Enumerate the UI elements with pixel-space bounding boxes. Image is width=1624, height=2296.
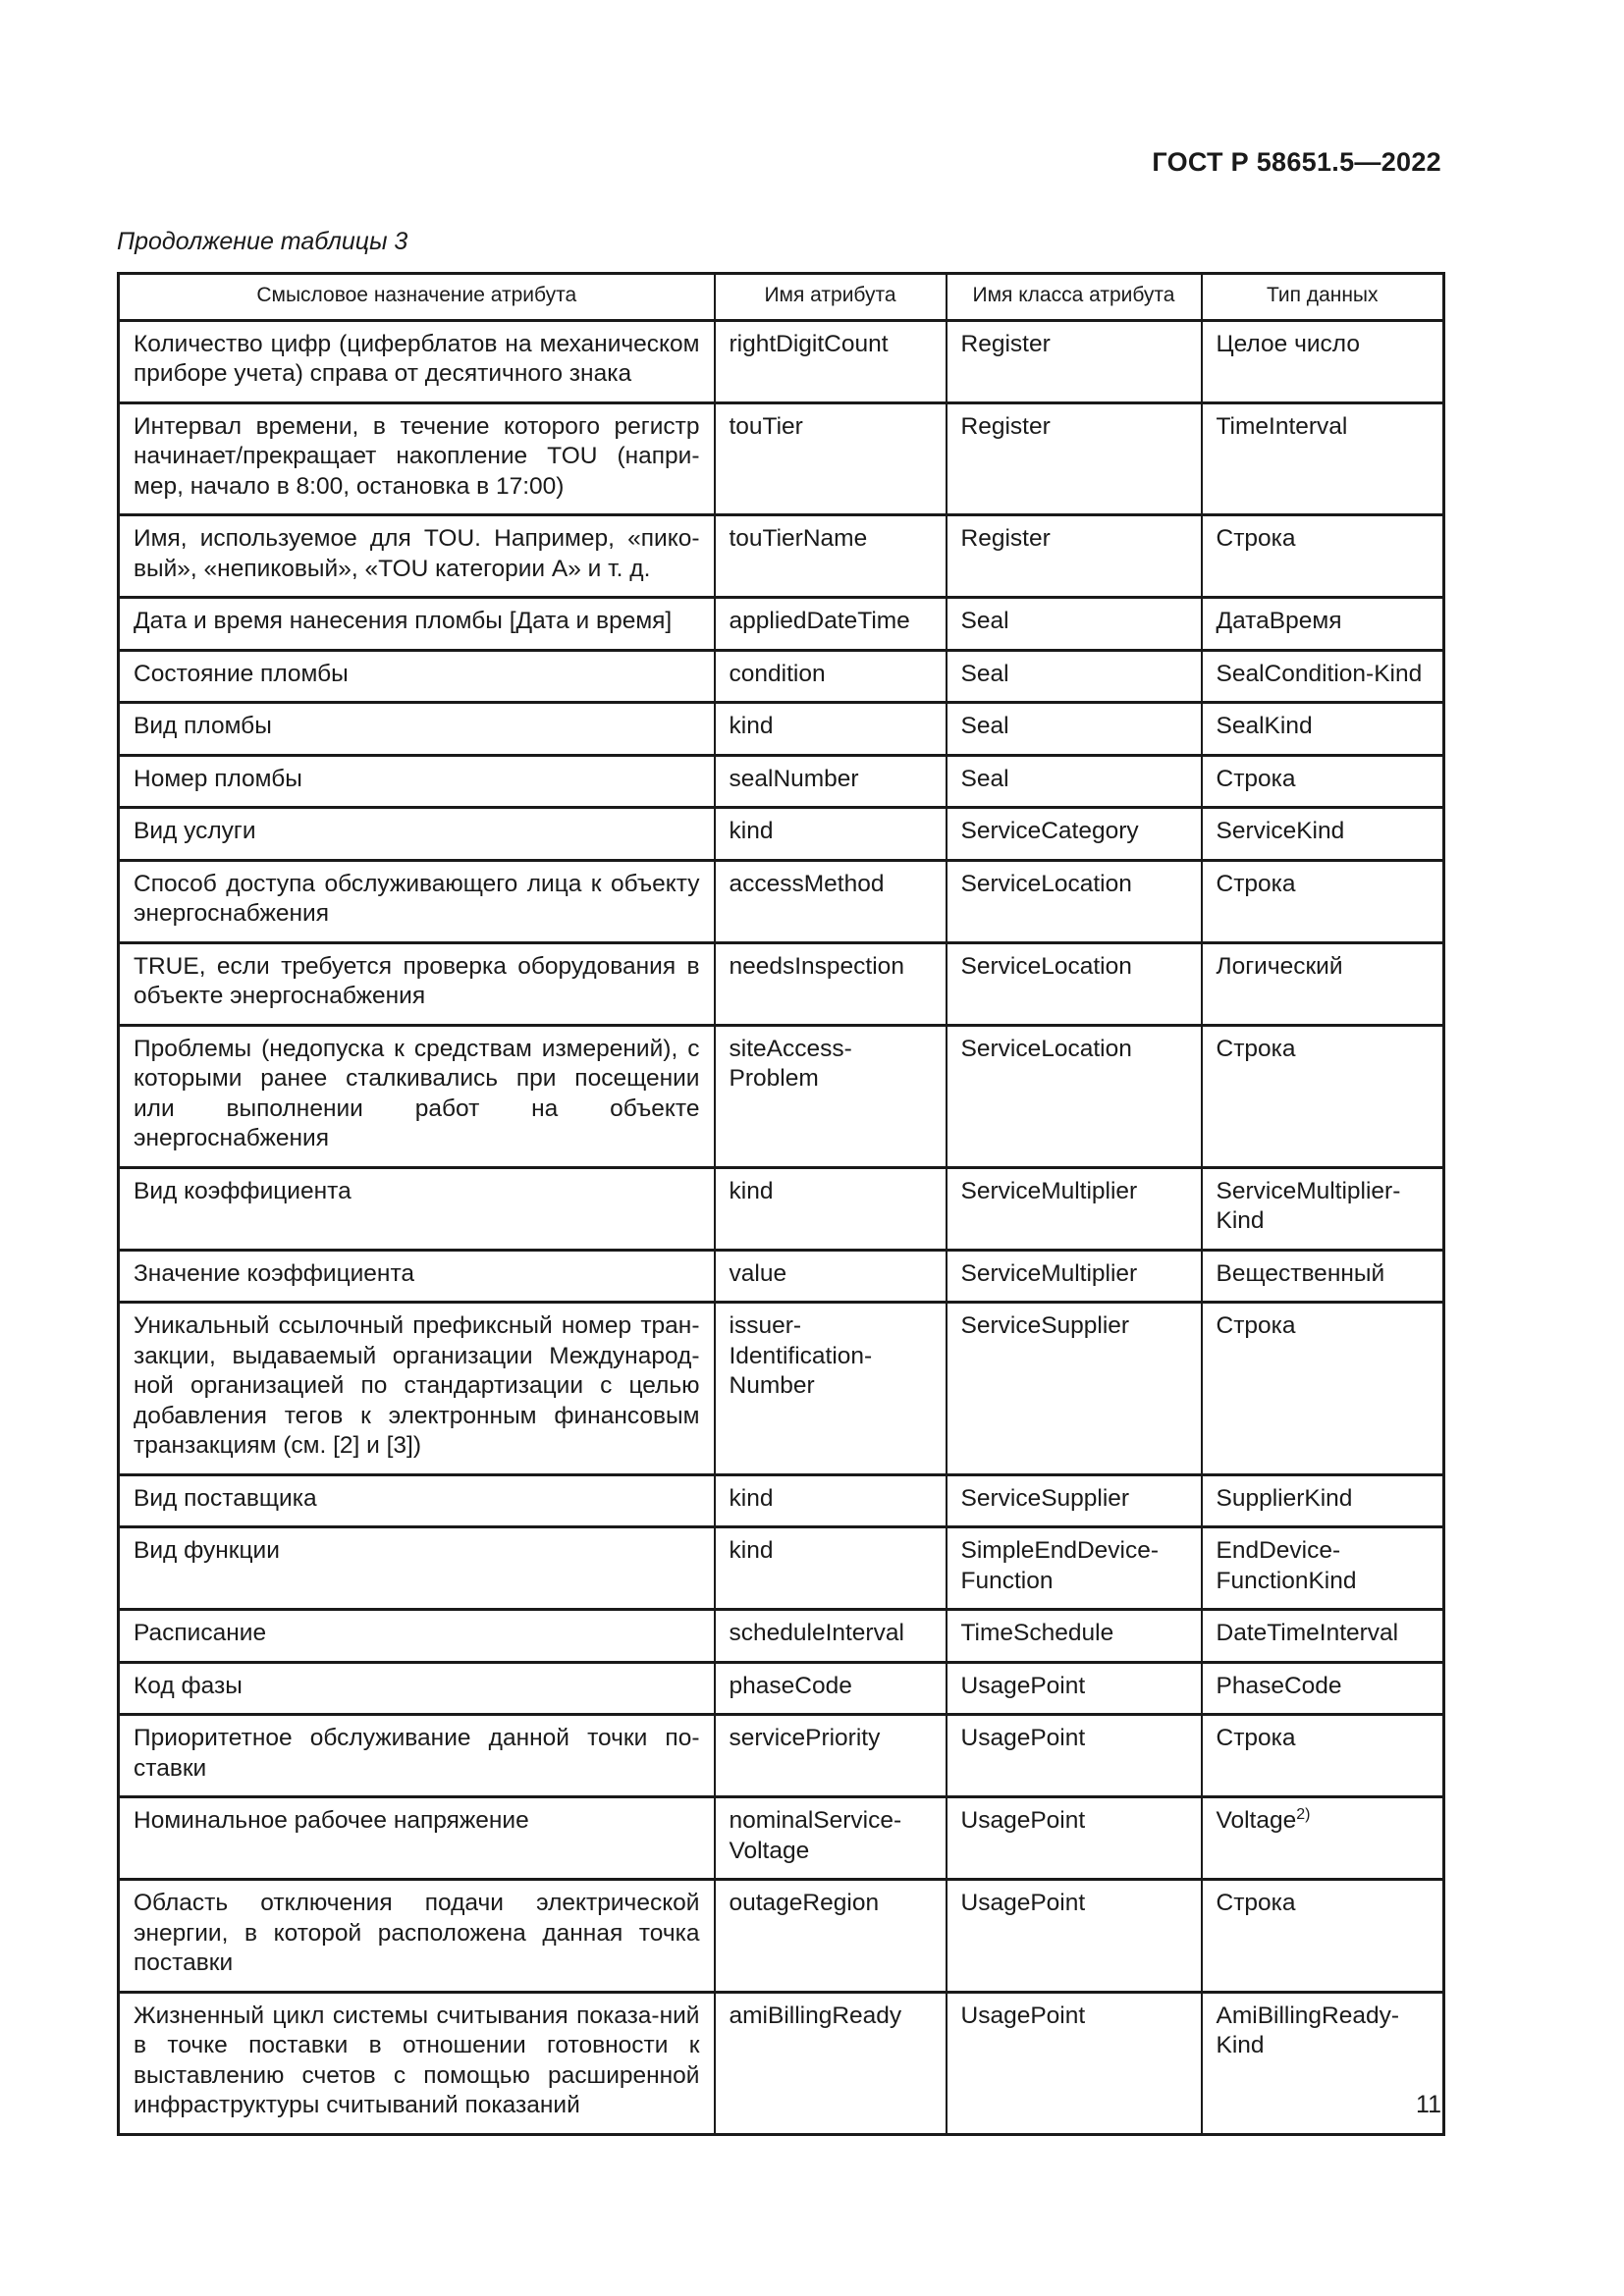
cell-class-name-text: ServiceCategory — [960, 818, 1139, 844]
cell-class-name — [947, 1610, 1202, 1663]
cell-data-type-text: DateTimeInterval — [1216, 1620, 1399, 1646]
cell-attribute-name — [715, 1250, 947, 1303]
table-row — [119, 860, 1444, 942]
cell-data-type — [1202, 1662, 1444, 1715]
cell-meaning — [119, 755, 715, 808]
cell-data-type — [1202, 1527, 1444, 1610]
cell-data-type — [1202, 703, 1444, 756]
cell-meaning-text: Расписание — [134, 1620, 267, 1646]
cell-meaning — [119, 1662, 715, 1715]
cell-class-name — [947, 1527, 1202, 1610]
cell-data-type — [1202, 755, 1444, 808]
cell-data-type-text: Вещественный — [1216, 1259, 1385, 1287]
cell-class-name-text: ServiceSupplier — [960, 1312, 1130, 1339]
cell-meaning-text: Вид услуги — [134, 818, 256, 844]
column-header-class-name: Имя класса атрибута — [947, 274, 1202, 321]
cell-meaning-text: Способ доступа обслуживающего лица к объекту энергоснабжения — [134, 870, 700, 927]
cell-class-name — [947, 703, 1202, 756]
cell-attribute-name-text: touTier — [729, 412, 803, 440]
cell-class-name-text: SimpleEndDevice-Function — [960, 1537, 1160, 1594]
cell-meaning-text: Код фазы — [134, 1672, 243, 1699]
cell-data-type — [1202, 1474, 1444, 1527]
column-header-attribute-name: Имя атрибута — [715, 274, 947, 321]
cell-meaning-text: Жизненный цикл системы считывания показа-ний в точке поставки в отношении готовности к выставлению счетов с помощью расширенной инфраструктуры считываний показаний — [134, 2002, 700, 2118]
cell-class-name — [947, 1992, 1202, 2134]
table-row — [119, 1715, 1444, 1797]
page-number: 11 — [1416, 2091, 1441, 2118]
cell-attribute-name-text: scheduleInterval — [729, 1620, 904, 1646]
cell-meaning — [119, 1880, 715, 1993]
cell-data-type — [1202, 1992, 1444, 2134]
cell-meaning — [119, 1527, 715, 1610]
cell-attribute-name — [715, 320, 947, 402]
cell-attribute-name-text: siteAccess-Problem — [729, 1035, 852, 1092]
cell-attribute-name-text: value — [729, 1259, 787, 1287]
cell-class-name — [947, 1250, 1202, 1303]
cell-attribute-name — [715, 703, 947, 756]
table-row — [119, 808, 1444, 861]
cell-meaning — [119, 1250, 715, 1303]
cell-class-name-text: UsagePoint — [960, 1890, 1086, 1916]
cell-data-type — [1202, 942, 1444, 1025]
cell-data-type-text: Строка — [1216, 1035, 1296, 1062]
cell-data-type — [1202, 1715, 1444, 1797]
cell-meaning — [119, 1992, 715, 2134]
cell-class-name-text: ServiceSupplier — [960, 1484, 1130, 1512]
cell-class-name-text: Register — [960, 412, 1051, 440]
table-row — [119, 1474, 1444, 1527]
cell-data-type-text: Строка — [1216, 765, 1296, 792]
cell-data-type-text: EndDevice-FunctionKind — [1216, 1537, 1357, 1594]
cell-data-type-text: ДатаВремя — [1216, 608, 1342, 634]
cell-meaning-text: Дата и время нанесения пломбы [Дата и время] — [134, 608, 673, 634]
cell-data-type — [1202, 1880, 1444, 1993]
cell-class-name — [947, 1662, 1202, 1715]
cell-class-name — [947, 755, 1202, 808]
cell-meaning — [119, 942, 715, 1025]
cell-data-type-text: PhaseCode — [1216, 1672, 1342, 1699]
cell-attribute-name — [715, 1992, 947, 2134]
cell-meaning — [119, 515, 715, 598]
cell-meaning — [119, 1610, 715, 1663]
cell-data-type-text: TimeInterval — [1216, 412, 1348, 440]
attribute-table — [117, 272, 1445, 2136]
cell-class-name-text: Register — [960, 330, 1051, 357]
cell-class-name — [947, 515, 1202, 598]
cell-meaning — [119, 1025, 715, 1167]
cell-attribute-name — [715, 1797, 947, 1880]
table-body — [119, 320, 1444, 2134]
cell-meaning — [119, 1715, 715, 1797]
cell-meaning-text: Номинальное рабочее напряжение — [134, 1807, 529, 1834]
cell-data-type — [1202, 860, 1444, 942]
cell-data-type-text: Строка — [1216, 1890, 1296, 1916]
cell-attribute-name — [715, 1715, 947, 1797]
cell-data-type-text: Строка — [1216, 1312, 1296, 1339]
cell-meaning-text: Область отключения подачи электрической энергии, в которой расположена данная точка поставки — [134, 1890, 700, 1976]
column-header-meaning: Смысловое назначение атрибута — [119, 274, 715, 321]
cell-attribute-name — [715, 755, 947, 808]
cell-attribute-name-text: nominalService-Voltage — [729, 1807, 902, 1864]
cell-attribute-name — [715, 1880, 947, 1993]
cell-data-type — [1202, 808, 1444, 861]
cell-attribute-name-text: kind — [729, 1177, 774, 1204]
cell-meaning — [119, 598, 715, 651]
cell-meaning — [119, 1474, 715, 1527]
cell-meaning-text: Проблемы (недопуска к средствам измерений), с которыми ранее сталкивались при посещении или выполнении работ на объекте энергоснабжения — [134, 1035, 700, 1151]
cell-data-type — [1202, 515, 1444, 598]
cell-class-name — [947, 1474, 1202, 1527]
footnote-marker: 2) — [1296, 1805, 1311, 1823]
cell-class-name-text: Seal — [960, 713, 1009, 739]
cell-attribute-name — [715, 1167, 947, 1250]
cell-data-type-text: AmiBillingReady-Kind — [1216, 2002, 1400, 2058]
table-header-row — [119, 274, 1444, 321]
cell-data-type — [1202, 598, 1444, 651]
table-row — [119, 755, 1444, 808]
cell-data-type-text: SealCondition-Kind — [1216, 660, 1423, 687]
cell-meaning-text: Вид функции — [134, 1537, 280, 1564]
cell-class-name-text: TimeSchedule — [960, 1620, 1114, 1646]
cell-attribute-name — [715, 860, 947, 942]
cell-class-name-text: ServiceMultiplier — [960, 1177, 1138, 1204]
cell-data-type — [1202, 1797, 1444, 1880]
cell-data-type — [1202, 402, 1444, 515]
cell-class-name-text: ServiceLocation — [960, 870, 1132, 897]
table-row — [119, 942, 1444, 1025]
cell-meaning — [119, 402, 715, 515]
cell-attribute-name — [715, 1662, 947, 1715]
cell-meaning — [119, 703, 715, 756]
table-caption: Продолжение таблицы 3 — [117, 228, 408, 255]
cell-attribute-name — [715, 1025, 947, 1167]
column-header-data-type: Тип данных — [1202, 274, 1444, 321]
cell-attribute-name-text: kind — [729, 1537, 774, 1564]
cell-class-name — [947, 1303, 1202, 1475]
cell-attribute-name — [715, 598, 947, 651]
cell-attribute-name-text: kind — [729, 1484, 774, 1512]
cell-attribute-name — [715, 1474, 947, 1527]
cell-class-name — [947, 402, 1202, 515]
table-row — [119, 650, 1444, 703]
cell-meaning-text: TRUE, если требуется проверка оборудования в объекте энергоснабжения — [134, 952, 700, 1009]
cell-attribute-name-text: outageRegion — [729, 1890, 880, 1916]
cell-data-type — [1202, 1167, 1444, 1250]
cell-meaning-text: Приоритетное обслуживание данной точки по-ставки — [134, 1725, 700, 1782]
cell-data-type-text: Логический — [1216, 952, 1343, 980]
table-row — [119, 515, 1444, 598]
cell-attribute-name — [715, 808, 947, 861]
cell-data-type-text: ServiceMultiplier-Kind — [1216, 1177, 1401, 1234]
cell-meaning — [119, 1797, 715, 1880]
cell-attribute-name — [715, 515, 947, 598]
cell-attribute-name-text: sealNumber — [729, 765, 859, 792]
cell-class-name — [947, 650, 1202, 703]
cell-meaning — [119, 808, 715, 861]
cell-class-name — [947, 808, 1202, 861]
table-row — [119, 1662, 1444, 1715]
cell-attribute-name — [715, 402, 947, 515]
cell-class-name-text: ServiceMultiplier — [960, 1259, 1138, 1287]
table-row — [119, 1992, 1444, 2134]
cell-attribute-name — [715, 942, 947, 1025]
cell-meaning-text: Вид пломбы — [134, 713, 272, 739]
cell-class-name-text: Seal — [960, 608, 1009, 634]
cell-meaning-text: Количество цифр (циферблатов на механическом приборе учета) справа от десятичного знака — [134, 330, 700, 387]
cell-data-type — [1202, 1303, 1444, 1475]
cell-meaning-text: Вид поставщика — [134, 1484, 317, 1512]
cell-data-type-text: SupplierKind — [1216, 1484, 1353, 1512]
cell-class-name-text: UsagePoint — [960, 1725, 1086, 1751]
cell-class-name — [947, 1715, 1202, 1797]
table-row — [119, 1303, 1444, 1475]
cell-attribute-name-text: appliedDateTime — [729, 608, 910, 634]
cell-class-name — [947, 1880, 1202, 1993]
cell-meaning — [119, 320, 715, 402]
table-row — [119, 320, 1444, 402]
cell-attribute-name — [715, 1303, 947, 1475]
cell-meaning-text: Интервал времени, в течение которого регистр начинает/прекращает накопление TOU (напри-мер, начало в 8:00, остановка в 17:00) — [134, 412, 700, 500]
cell-attribute-name-text: accessMethod — [729, 870, 885, 897]
table-row — [119, 1610, 1444, 1663]
cell-meaning — [119, 650, 715, 703]
cell-meaning — [119, 1167, 715, 1250]
cell-class-name-text: UsagePoint — [960, 2002, 1086, 2029]
cell-data-type-text: Строка — [1216, 525, 1296, 552]
cell-data-type — [1202, 1250, 1444, 1303]
cell-attribute-name — [715, 1527, 947, 1610]
cell-attribute-name — [715, 650, 947, 703]
cell-class-name — [947, 942, 1202, 1025]
table-row — [119, 1025, 1444, 1167]
cell-attribute-name — [715, 1610, 947, 1663]
cell-class-name — [947, 1167, 1202, 1250]
cell-class-name — [947, 1025, 1202, 1167]
cell-attribute-name-text: condition — [729, 660, 826, 687]
cell-attribute-name-text: amiBillingReady — [729, 2002, 902, 2029]
cell-attribute-name-text: touTierName — [729, 525, 868, 552]
table-row — [119, 1167, 1444, 1250]
cell-class-name-text: UsagePoint — [960, 1672, 1086, 1699]
cell-meaning-text: Значение коэффициента — [134, 1259, 415, 1287]
table-row — [119, 1797, 1444, 1880]
cell-meaning-text: Состояние пломбы — [134, 660, 349, 687]
cell-class-name — [947, 598, 1202, 651]
cell-class-name — [947, 860, 1202, 942]
cell-meaning-text: Уникальный ссылочный префиксный номер тран-закции, выдаваемый организации Международ-ной организацией по стандартизации с целью добавления тегов к электронным финансовым транзакциям (см. [2] и [3]) — [134, 1312, 700, 1459]
cell-meaning-text: Вид коэффициента — [134, 1177, 352, 1204]
cell-attribute-name-text: rightDigitCount — [729, 330, 889, 357]
cell-class-name-text: Seal — [960, 765, 1009, 792]
cell-meaning-text: Имя, используемое для TOU. Например, «пико-вый», «непиковый», «TOU категории A» и т. д. — [134, 525, 700, 582]
cell-data-type-text: SealKind — [1216, 713, 1313, 739]
table-row — [119, 703, 1444, 756]
cell-data-type-text: Voltage — [1216, 1807, 1297, 1834]
cell-data-type — [1202, 1025, 1444, 1167]
cell-attribute-name-text: needsInspection — [729, 952, 904, 980]
cell-attribute-name-text: kind — [729, 818, 774, 844]
cell-class-name — [947, 320, 1202, 402]
table-row — [119, 402, 1444, 515]
cell-attribute-name-text: issuer-Identification-Number — [729, 1312, 873, 1399]
cell-class-name-text: Seal — [960, 660, 1009, 687]
cell-data-type — [1202, 320, 1444, 402]
cell-class-name-text: UsagePoint — [960, 1807, 1086, 1834]
cell-meaning — [119, 1303, 715, 1475]
cell-data-type — [1202, 1610, 1444, 1663]
cell-meaning — [119, 860, 715, 942]
document-code: ГОСТ Р 58651.5—2022 — [1152, 147, 1441, 177]
table-row — [119, 1250, 1444, 1303]
cell-class-name-text: ServiceLocation — [960, 1035, 1132, 1062]
cell-attribute-name-text: phaseCode — [729, 1672, 852, 1699]
cell-data-type — [1202, 650, 1444, 703]
cell-attribute-name-text: kind — [729, 713, 774, 739]
cell-data-type-text: Строка — [1216, 1725, 1296, 1751]
cell-meaning-text: Номер пломбы — [134, 765, 302, 792]
table-row — [119, 1527, 1444, 1610]
table-row — [119, 1880, 1444, 1993]
table-row — [119, 598, 1444, 651]
cell-class-name-text: Register — [960, 525, 1051, 552]
cell-class-name-text: ServiceLocation — [960, 952, 1132, 980]
cell-attribute-name-text: servicePriority — [729, 1725, 881, 1751]
cell-data-type-text: ServiceKind — [1216, 818, 1345, 844]
cell-data-type-text: Строка — [1216, 870, 1296, 897]
cell-data-type-text: Целое число — [1216, 330, 1360, 357]
cell-class-name — [947, 1797, 1202, 1880]
